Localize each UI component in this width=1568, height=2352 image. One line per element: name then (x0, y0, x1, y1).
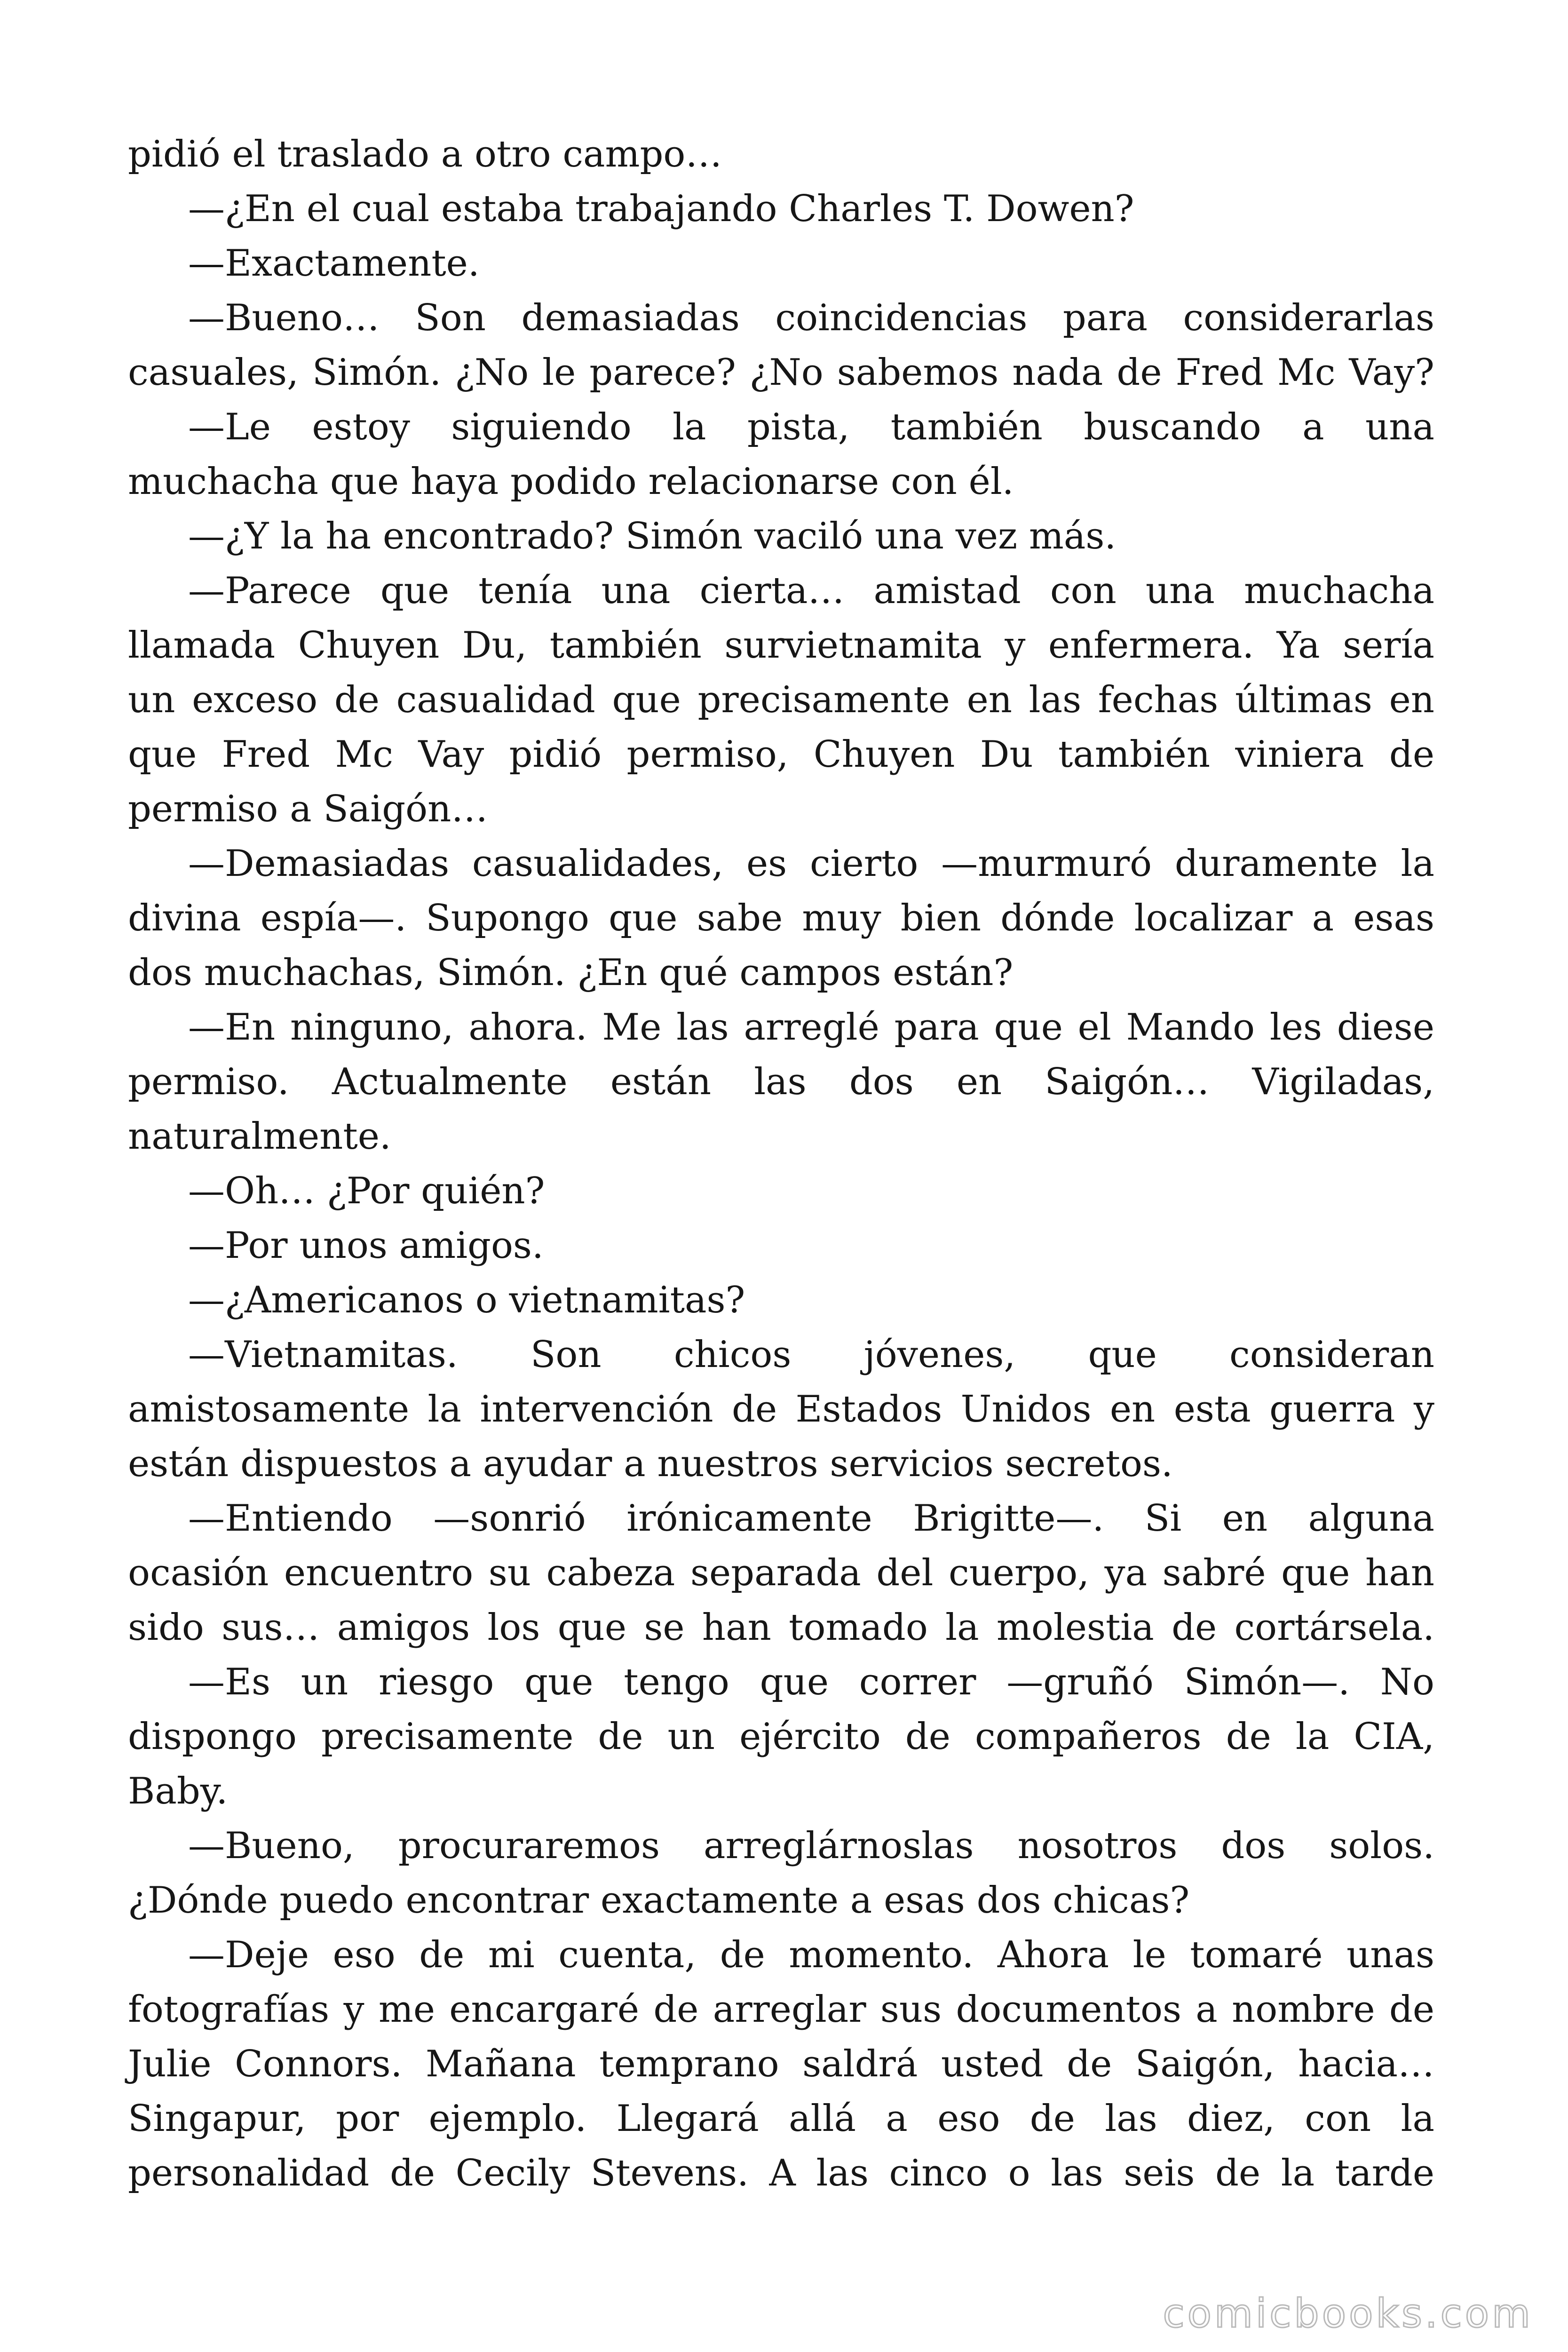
text-line: están dispuestos a ayudar a nuestros servicios secretos. (128, 1443, 1173, 1485)
text-line: pidió el traslado a otro campo… (128, 133, 722, 175)
text-line: —Parece que tenía una cierta… amistad con una muchacha (188, 570, 1434, 612)
watermark-text: comicbooks.com (1163, 2290, 1533, 2336)
text-line: —¿En el cual estaba trabajando Charles T. Dowen? (188, 188, 1134, 230)
text-line: un exceso de casualidad que precisamente en las fechas últimas en (128, 679, 1434, 721)
text-line: sido sus… amigos los que se han tomado la molestia de cortársela. (128, 1606, 1434, 1649)
text-line: Baby. (128, 1770, 228, 1812)
text-line: —Bueno, procuraremos arreglárnoslas nosotros dos solos. (188, 1825, 1434, 1867)
text-line: dispongo precisamente de un ejército de compañeros de la CIA, (128, 1716, 1434, 1758)
text-line: fotografías y me encargaré de arreglar sus documentos a nombre de (128, 1988, 1434, 2031)
text-line: —Deje eso de mi cuenta, de momento. Ahora le tomaré unas (188, 1934, 1434, 1976)
text-line: ¿Dónde puedo encontrar exactamente a esas dos chicas? (128, 1879, 1190, 1922)
text-line: —Por unos amigos. (188, 1224, 544, 1267)
text-line: —Vietnamitas. Son chicos jóvenes, que consideran (188, 1334, 1434, 1376)
text-line: —En ninguno, ahora. Me las arreglé para que el Mando les diese (188, 1006, 1434, 1049)
text-line: divina espía—. Supongo que sabe muy bien dónde localizar a esas (128, 897, 1434, 939)
text-line: ocasión encuentro su cabeza separada del cuerpo, ya sabré que han (128, 1552, 1434, 1594)
text-line: Julie Connors. Mañana temprano saldrá usted de Saigón, hacia… (128, 2043, 1434, 2085)
text-line: —Es un riesgo que tengo que correr —gruñó Simón—. No (188, 1661, 1434, 1703)
text-line: —Entiendo —sonrió irónicamente Brigitte—. Si en alguna (188, 1497, 1434, 1540)
text-line: permiso a Saigón… (128, 788, 488, 830)
text-line: llamada Chuyen Du, también survietnamita y enfermera. Ya sería (128, 624, 1434, 667)
text-line: —Le estoy siguiendo la pista, también buscando a una (188, 406, 1434, 448)
text-line: que Fred Mc Vay pidió permiso, Chuyen Du también viniera de (128, 733, 1434, 776)
text-line: —Exactamente. (188, 242, 480, 285)
text-line: —Bueno… Son demasiadas coincidencias para considerarlas (188, 297, 1434, 339)
text-line: —Demasiadas casualidades, es cierto —murmuró duramente la (188, 842, 1434, 885)
text-line: personalidad de Cecily Stevens. A las cinco o las seis de la tarde (128, 2152, 1434, 2194)
text-line: casuales, Simón. ¿No le parece? ¿No sabemos nada de Fred Mc Vay? (128, 351, 1434, 394)
text-line: muchacha que haya podido relacionarse con él. (128, 461, 1014, 503)
text-line: —¿Y la ha encontrado? Simón vaciló una vez más. (188, 515, 1117, 557)
text-line: amistosamente la intervención de Estados Unidos en esta guerra y (128, 1388, 1434, 1430)
text-line: naturalmente. (128, 1115, 391, 1158)
text-line: —Oh… ¿Por quién? (188, 1170, 545, 1212)
text-line: Singapur, por ejemplo. Llegará allá a eso de las diez, con la (128, 2098, 1434, 2140)
text-line: dos muchachas, Simón. ¿En qué campos están? (128, 952, 1014, 994)
text-line: permiso. Actualmente están las dos en Saigón… Vigiladas, (128, 1061, 1434, 1103)
text-line: —¿Americanos o vietnamitas? (188, 1279, 745, 1321)
